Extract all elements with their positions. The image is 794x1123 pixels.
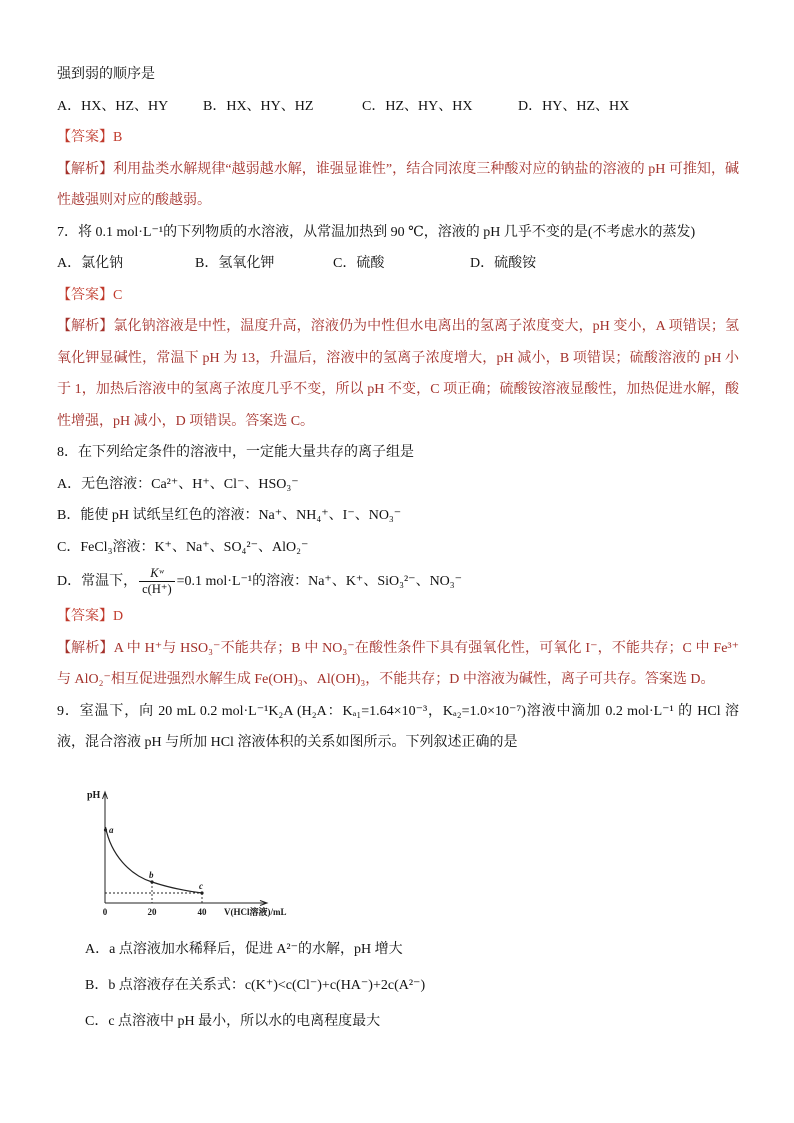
q8-option-a: A．无色溶液：Ca²⁺、H⁺、Cl⁻、HSO₃⁻ <box>57 476 299 492</box>
q7-analysis-text: 氯化钠溶液是中性，温度升高，溶液仍为中性但水电离出的氢离子浓度变大，pH 变小，A 项错误；氢氧化钾显碱性，常温下 pH 为 13，升温后，溶液中的氢离子浓度增大，pH 减小，B 项错误；硫酸溶液的 pH 小于 1，加热后溶液中的氢离子浓度几乎不变，所以 pH 不变，C 项正确；硫酸铵溶液显酸性，加热促进水解，酸性增强，pH 减小，D 项错误。答案选 C。 <box>57 319 739 429</box>
q8-option-d <box>57 563 739 601</box>
analysis-label: 【解析】 <box>57 640 114 656</box>
q8-option-b: B．能使 pH 试纸呈红色的溶液：Na⁺、NH₄⁺、I⁻、NO₃⁻ <box>57 508 402 523</box>
point-c-marker <box>200 891 203 894</box>
analysis-label: 【解析】 <box>57 319 114 334</box>
q8-stem: 8．在下列给定条件的溶液中，一定能大量共存的离子组是 <box>57 445 414 460</box>
q9-option-a: A．a 点溶液加水稀释后，促进 A²⁻的水解，pH 增大 <box>85 941 403 957</box>
q9-stem: 9．室温下，向 20 mL 0.2 mol·L⁻¹K₂A (H₂A：Kₐ₁=1.64×10⁻³，Kₐ₂=1.0×10⁻⁷)溶液中滴加 0.2 mol·L⁻¹ 的 HCl 溶液，混合溶液 pH 与所加 HCl 溶液体积的关系如图所示。下列叙述正确的是 <box>57 703 739 750</box>
q6-options <box>57 91 739 123</box>
x-axis-label: V(HCl溶液)/mL <box>224 906 287 917</box>
q6-answer-value: B <box>113 130 123 145</box>
q6-option-a: A．HX、HZ、HY <box>57 98 169 114</box>
q6-analysis <box>57 154 739 217</box>
y-axis-label: pH <box>87 789 101 801</box>
titration-figure <box>80 783 320 923</box>
answer-label: 【答案】 <box>57 609 113 624</box>
point-a-label: a <box>109 824 114 835</box>
q8-answer <box>57 601 739 633</box>
x-tick-20: 20 <box>147 906 157 917</box>
q8-option-c: C．FeCl₃溶液：K⁺、Na⁺、SO₄²⁻、AlO₂⁻ <box>57 539 309 555</box>
q6-option-b: B．HX、HY、HZ <box>203 98 314 114</box>
q9-option-b: B．b 点溶液存在关系式：c(K⁺)<c(Cl⁻)+c(HA⁻)+2c(A²⁻) <box>85 977 426 993</box>
q7-options <box>57 248 739 280</box>
q8-analysis <box>57 633 739 696</box>
q8-option-d-prefix: D．常温下， <box>57 574 138 589</box>
q7-analysis <box>57 311 739 437</box>
page-content <box>57 59 739 1040</box>
fraction-numerator: Kʷ <box>139 566 175 582</box>
q7-stem: 7．将 0.1 mol·L⁻¹的下列物质的水溶液，从常温加热到 90 ℃，溶液的 pH 几乎不变的是(不考虑水的蒸发) <box>57 224 696 240</box>
titration-curve <box>106 824 203 893</box>
fraction-denominator: c(H⁺) <box>142 582 172 597</box>
q9-option-c: C．c 点溶液中 pH 最小，所以水的电离程度最大 <box>85 1013 381 1029</box>
x-tick-0: 0 <box>102 906 108 917</box>
x-tick-40: 40 <box>197 906 207 917</box>
q8-analysis-text: A 中 H⁺与 HSO₃⁻不能共存；B 中 NO₃⁻在酸性条件下具有强氧化性，可氧化 I⁻，不能共存；C 中 Fe³⁺与 AlO₂⁻相互促进强烈水解生成 Fe(OH)₃、Al(OH)₃，不能共存；D 中溶液为碱性，离子可共存。答案选 D。 <box>57 640 739 687</box>
point-c-label: c <box>199 880 203 891</box>
q9-options <box>57 932 739 1040</box>
q7-answer <box>57 280 739 312</box>
q7-option-a: A．氯化钠 <box>57 256 124 271</box>
q8-option-d-suffix: =0.1 mol·L⁻¹的溶液：Na⁺、K⁺、SiO₃²⁻、NO₃⁻ <box>176 574 463 589</box>
answer-label: 【答案】 <box>57 287 113 303</box>
answer-label: 【答案】 <box>57 130 113 145</box>
q7-option-b: B．氢氧化钾 <box>195 256 275 271</box>
q6-analysis-text: 利用盐类水解规律“越弱越水解，谁强显谁性”，结合同浓度三种酸对应的钠盐的溶液的 pH 可推知，碱性越强则对应的酸越弱。 <box>57 161 739 208</box>
q7-answer-value: C <box>113 287 123 303</box>
q6-stem-tail: 强到弱的顺序是 <box>57 67 155 82</box>
q6-option-c: C．HZ、HY、HX <box>362 98 473 114</box>
q7-option-d: D．硫酸铵 <box>470 256 537 271</box>
point-b-marker <box>150 880 153 883</box>
point-a-marker <box>104 828 107 831</box>
q6-option-d: D．HY、HZ、HX <box>518 98 630 114</box>
analysis-label: 【解析】 <box>57 161 114 177</box>
q8-answer-value: D <box>113 609 124 624</box>
point-b-label: b <box>149 869 154 880</box>
q7-option-c: C．硫酸 <box>333 256 385 271</box>
kw-fraction <box>139 566 175 597</box>
q6-answer <box>57 122 739 154</box>
